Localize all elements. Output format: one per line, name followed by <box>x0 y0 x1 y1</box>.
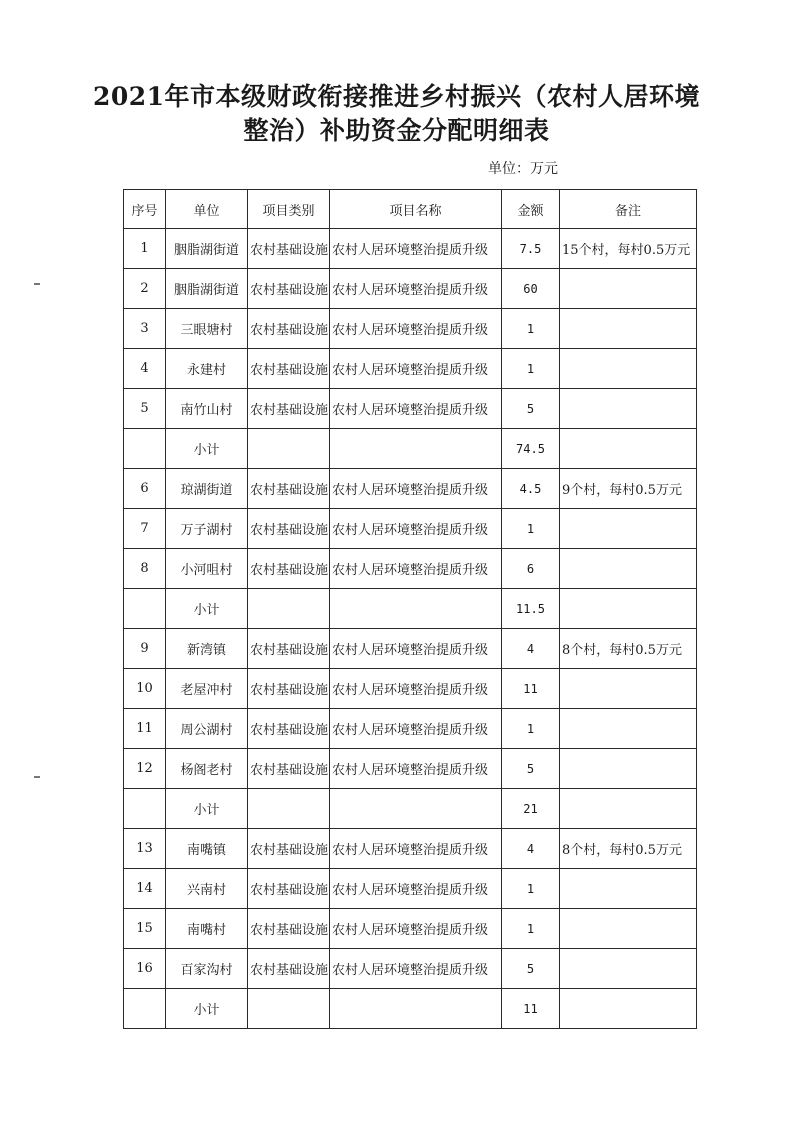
cell-remark <box>560 429 697 469</box>
cell-project: 农村人居环境整治提质升级 <box>330 309 502 349</box>
cell-amount: 11.5 <box>502 589 560 629</box>
cell-category: 农村基础设施 <box>248 749 330 789</box>
cell-amount: 1 <box>502 909 560 949</box>
header-row <box>124 190 697 229</box>
cell-no: 12 <box>124 749 166 789</box>
table-row <box>124 309 697 349</box>
cell-unit: 永建村 <box>166 349 248 389</box>
cell-category: 农村基础设施 <box>248 229 330 269</box>
cell-category: 农村基础设施 <box>248 869 330 909</box>
cell-no: 13 <box>124 829 166 869</box>
cell-no: 7 <box>124 509 166 549</box>
cell-no: 5 <box>124 389 166 429</box>
cell-unit: 胭脂湖街道 <box>166 269 248 309</box>
table-row <box>124 869 697 909</box>
table-row <box>124 749 697 789</box>
cell-category: 农村基础设施 <box>248 509 330 549</box>
cell-category: 农村基础设施 <box>248 349 330 389</box>
cell-amount: 11 <box>502 989 560 1029</box>
cell-remark <box>560 869 697 909</box>
cell-amount: 6 <box>502 549 560 589</box>
table-row <box>124 509 697 549</box>
scan-mark <box>34 283 40 285</box>
cell-unit: 琼湖街道 <box>166 469 248 509</box>
cell-category <box>248 429 330 469</box>
cell-amount: 60 <box>502 269 560 309</box>
cell-remark <box>560 589 697 629</box>
cell-category: 农村基础设施 <box>248 309 330 349</box>
cell-unit: 小计 <box>166 789 248 829</box>
cell-unit: 周公湖村 <box>166 709 248 749</box>
cell-remark <box>560 309 697 349</box>
cell-unit: 胭脂湖街道 <box>166 229 248 269</box>
cell-category: 农村基础设施 <box>248 269 330 309</box>
cell-unit: 小河咀村 <box>166 549 248 589</box>
cell-amount: 4 <box>502 629 560 669</box>
cell-no: 10 <box>124 669 166 709</box>
cell-project: 农村人居环境整治提质升级 <box>330 869 502 909</box>
cell-remark <box>560 509 697 549</box>
cell-category: 农村基础设施 <box>248 389 330 429</box>
cell-no <box>124 989 166 1029</box>
cell-project <box>330 989 502 1029</box>
cell-project: 农村人居环境整治提质升级 <box>330 349 502 389</box>
cell-category <box>248 589 330 629</box>
cell-remark <box>560 749 697 789</box>
cell-no: 1 <box>124 229 166 269</box>
cell-project: 农村人居环境整治提质升级 <box>330 629 502 669</box>
cell-amount: 21 <box>502 789 560 829</box>
subtotal-row <box>124 589 697 629</box>
cell-amount: 5 <box>502 749 560 789</box>
table-row <box>124 669 697 709</box>
cell-no: 11 <box>124 709 166 749</box>
cell-no <box>124 589 166 629</box>
cell-no: 14 <box>124 869 166 909</box>
cell-amount: 5 <box>502 389 560 429</box>
cell-no <box>124 429 166 469</box>
header-amount: 金额 <box>502 190 560 229</box>
cell-remark: 8个村，每村0.5万元 <box>560 629 697 669</box>
cell-project: 农村人居环境整治提质升级 <box>330 909 502 949</box>
header-unit: 单位 <box>166 190 248 229</box>
table-row <box>124 549 697 589</box>
cell-category: 农村基础设施 <box>248 949 330 989</box>
cell-unit: 杨阁老村 <box>166 749 248 789</box>
cell-remark: 9个村，每村0.5万元 <box>560 469 697 509</box>
cell-project <box>330 589 502 629</box>
cell-category: 农村基础设施 <box>248 469 330 509</box>
cell-project: 农村人居环境整治提质升级 <box>330 749 502 789</box>
header-category: 项目类别 <box>248 190 330 229</box>
cell-no: 4 <box>124 349 166 389</box>
cell-remark <box>560 949 697 989</box>
cell-project: 农村人居环境整治提质升级 <box>330 709 502 749</box>
cell-no: 15 <box>124 909 166 949</box>
cell-remark <box>560 789 697 829</box>
cell-unit: 小计 <box>166 589 248 629</box>
subtotal-row <box>124 989 697 1029</box>
cell-remark: 8个村，每村0.5万元 <box>560 829 697 869</box>
cell-remark <box>560 349 697 389</box>
cell-project: 农村人居环境整治提质升级 <box>330 829 502 869</box>
subtotal-row <box>124 429 697 469</box>
cell-amount: 1 <box>502 709 560 749</box>
header-remark: 备注 <box>560 190 697 229</box>
cell-unit: 万子湖村 <box>166 509 248 549</box>
title-line-2: 整治）补助资金分配明细表 <box>243 116 550 145</box>
table-body <box>124 229 697 1029</box>
table-row <box>124 709 697 749</box>
cell-amount: 1 <box>502 869 560 909</box>
table-row <box>124 269 697 309</box>
cell-project <box>330 789 502 829</box>
cell-amount: 5 <box>502 949 560 989</box>
cell-category: 农村基础设施 <box>248 549 330 589</box>
cell-project: 农村人居环境整治提质升级 <box>330 549 502 589</box>
cell-unit: 三眼塘村 <box>166 309 248 349</box>
cell-amount: 4.5 <box>502 469 560 509</box>
cell-project: 农村人居环境整治提质升级 <box>330 669 502 709</box>
cell-project: 农村人居环境整治提质升级 <box>330 269 502 309</box>
cell-unit: 南竹山村 <box>166 389 248 429</box>
cell-no: 2 <box>124 269 166 309</box>
table-row <box>124 909 697 949</box>
cell-unit: 南嘴村 <box>166 909 248 949</box>
header-project: 项目名称 <box>330 190 502 229</box>
cell-no: 9 <box>124 629 166 669</box>
cell-project: 农村人居环境整治提质升级 <box>330 949 502 989</box>
cell-unit: 南嘴镇 <box>166 829 248 869</box>
cell-amount: 11 <box>502 669 560 709</box>
unit-label: 单位：万元 <box>488 161 558 177</box>
table-row <box>124 349 697 389</box>
cell-category: 农村基础设施 <box>248 829 330 869</box>
allocation-table <box>123 189 697 1029</box>
cell-amount: 4 <box>502 829 560 869</box>
cell-project <box>330 429 502 469</box>
title-line-1: 2021年市本级财政衔接推进乡村振兴（农村人居环境 <box>92 82 701 111</box>
cell-amount: 7.5 <box>502 229 560 269</box>
cell-project: 农村人居环境整治提质升级 <box>330 389 502 429</box>
cell-remark <box>560 389 697 429</box>
cell-project: 农村人居环境整治提质升级 <box>330 469 502 509</box>
cell-remark <box>560 669 697 709</box>
subtotal-row <box>124 789 697 829</box>
cell-remark <box>560 709 697 749</box>
cell-category <box>248 789 330 829</box>
cell-no: 3 <box>124 309 166 349</box>
cell-remark: 15个村，每村0.5万元 <box>560 229 697 269</box>
cell-no <box>124 789 166 829</box>
cell-unit: 老屋冲村 <box>166 669 248 709</box>
table-row <box>124 829 697 869</box>
cell-unit: 小计 <box>166 429 248 469</box>
cell-project: 农村人居环境整治提质升级 <box>330 509 502 549</box>
cell-amount: 1 <box>502 349 560 389</box>
table-row <box>124 949 697 989</box>
cell-category: 农村基础设施 <box>248 909 330 949</box>
cell-category <box>248 989 330 1029</box>
cell-remark <box>560 989 697 1029</box>
cell-remark <box>560 549 697 589</box>
cell-project: 农村人居环境整治提质升级 <box>330 229 502 269</box>
header-no: 序号 <box>124 190 166 229</box>
cell-unit: 百家沟村 <box>166 949 248 989</box>
document-title <box>0 80 793 148</box>
table-row <box>124 629 697 669</box>
cell-amount: 1 <box>502 309 560 349</box>
cell-no: 6 <box>124 469 166 509</box>
table-row <box>124 389 697 429</box>
cell-category: 农村基础设施 <box>248 669 330 709</box>
table-row <box>124 469 697 509</box>
cell-category: 农村基础设施 <box>248 629 330 669</box>
scan-mark <box>34 776 40 778</box>
cell-unit: 兴南村 <box>166 869 248 909</box>
cell-remark <box>560 269 697 309</box>
cell-unit: 新湾镇 <box>166 629 248 669</box>
cell-amount: 1 <box>502 509 560 549</box>
cell-no: 8 <box>124 549 166 589</box>
cell-remark <box>560 909 697 949</box>
cell-no: 16 <box>124 949 166 989</box>
cell-category: 农村基础设施 <box>248 709 330 749</box>
table-row <box>124 229 697 269</box>
cell-unit: 小计 <box>166 989 248 1029</box>
cell-amount: 74.5 <box>502 429 560 469</box>
